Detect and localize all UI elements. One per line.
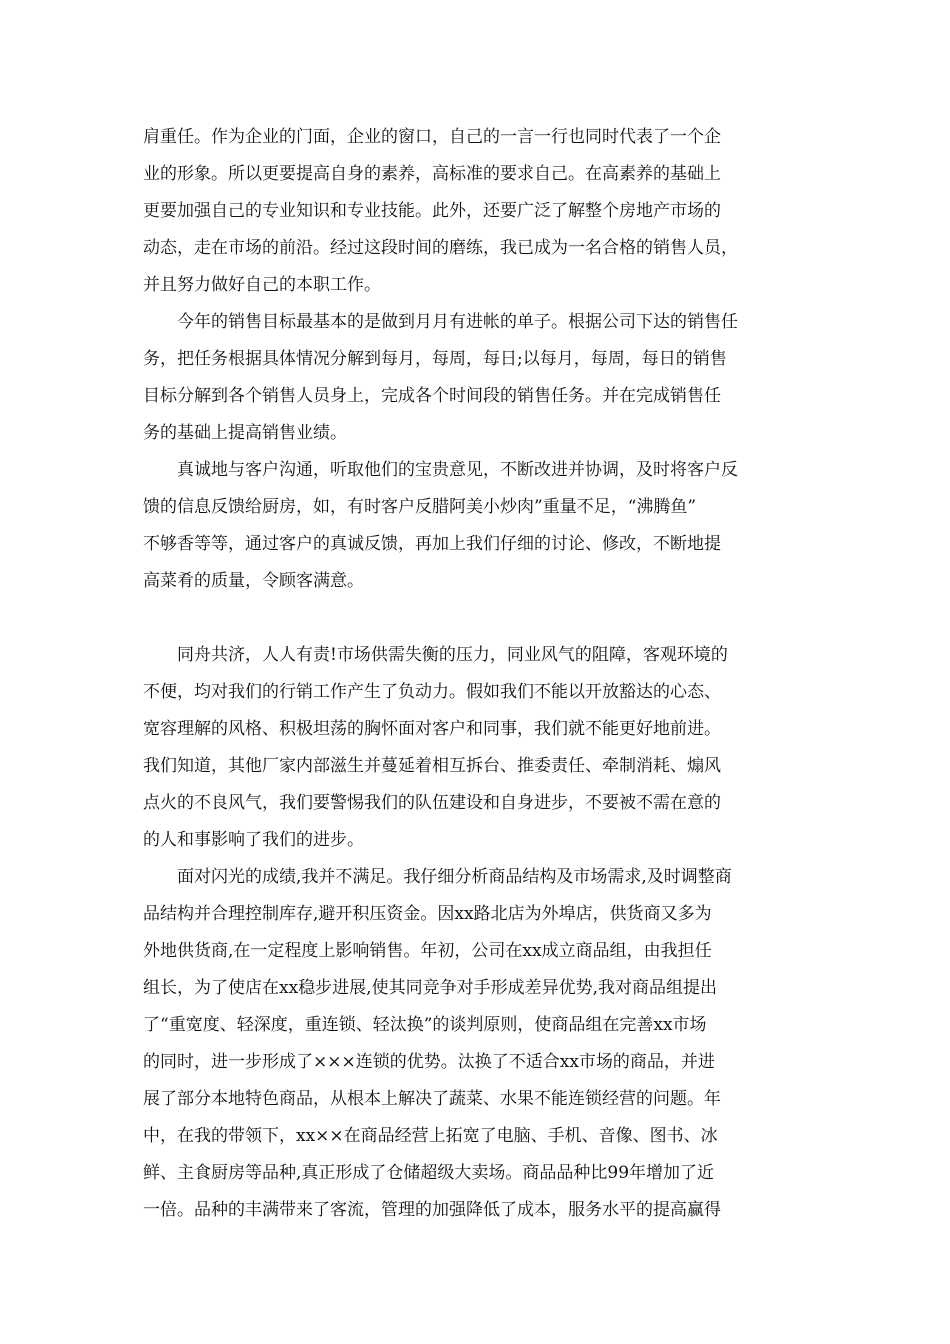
paragraph-5-line-7: 展了部分本地特色商品，从根本上解决了蔬菜、水果不能连锁经营的问题。年 [143,1089,721,1109]
paragraph-5-line-9: 鲜、主食厨房等品种,真正形成了仓储超级大卖场。商品品种比99年增加了近 [143,1163,715,1183]
paragraph-1-line-4: 动态，走在市场的前沿。经过这段时间的磨练，我已成为一名合格的销售人员， [143,238,738,258]
paragraph-4-line-1: 同舟共济，人人有责!市场供需失衡的压力，同业风气的阻障，客观环境的 [177,645,728,665]
paragraph-4-line-6: 的人和事影响了我们的进步。 [143,830,364,850]
paragraph-3-line-3: 不够香等等，通过客户的真诚反馈，再加上我们仔细的讨论、修改，不断地提 [143,534,721,554]
paragraph-3-line-2: 馈的信息反馈给厨房，如，有时客户反腊阿美小炒肉”重量不足，“沸腾鱼” [143,497,697,517]
paragraph-1-line-1: 肩重任。作为企业的门面，企业的窗口，自己的一言一行也同时代表了一个企 [143,127,721,147]
paragraph-5-line-8: 中，在我的带领下，xx××在商品经营上拓宽了电脑、手机、音像、图书、冰 [143,1126,718,1146]
paragraph-4-line-4: 我们知道，其他厂家内部滋生并蔓延着相互拆台、推委责任、牵制消耗、煽风 [143,756,721,776]
paragraph-1-line-5: 并且努力做好自己的本职工作。 [143,275,381,295]
paragraph-5-line-5: 了“重宽度、轻深度，重连锁、轻汰换”的谈判原则，使商品组在完善xx市场 [143,1015,707,1035]
paragraph-2-line-3: 目标分解到各个销售人员身上，完成各个时间段的销售任务。并在完成销售任 [143,386,721,406]
paragraph-4-line-2: 不便，均对我们的行销工作产生了负动力。假如我们不能以开放豁达的心态、 [143,682,721,702]
paragraph-1-line-2: 业的形象。所以更要提高自身的素养，高标准的要求自己。在高素养的基础上 [143,164,721,184]
paragraph-4-line-5: 点火的不良风气，我们要警惕我们的队伍建设和自身进步，不要被不需在意的 [143,793,721,813]
paragraph-5-line-3: 外地供货商,在一定程度上影响销售。年初，公司在xx成立商品组，由我担任 [143,941,712,961]
paragraph-2-line-4: 务的基础上提高销售业绩。 [143,423,347,443]
paragraph-1-line-3: 更要加强自己的专业知识和专业技能。此外，还要广泛了解整个房地产市场的 [143,201,721,221]
paragraph-4-line-3: 宽容理解的风格、积极坦荡的胸怀面对客户和同事，我们就不能更好地前进。 [143,719,721,739]
paragraph-5-line-10: 一倍。品种的丰满带来了客流，管理的加强降低了成本，服务水平的提高赢得 [143,1200,721,1220]
paragraph-5-line-4: 组长，为了使店在xx稳步进展,使其同竞争对手形成差异优势,我对商品组提出 [143,978,717,998]
paragraph-5-line-1: 面对闪光的成绩,我并不满足。我仔细分析商品结构及市场需求,及时调整商 [177,867,732,887]
paragraph-3-line-1: 真诚地与客户沟通，听取他们的宝贵意见，不断改进并协调，及时将客户反 [177,460,738,480]
paragraph-2-line-1: 今年的销售目标最基本的是做到月月有进帐的单子。根据公司下达的销售任 [177,312,738,332]
paragraph-5-line-6: 的同时，进一步形成了×××连锁的优势。汰换了不适合xx市场的商品，并进 [143,1052,715,1072]
paragraph-5-line-2: 品结构并合理控制库存,避开积压资金。因xx路北店为外埠店，供货商又多为 [143,904,712,924]
paragraph-2-line-2: 务，把任务根据具体情况分解到每月，每周，每日;以每月，每周，每日的销售 [143,349,727,369]
paragraph-3-line-4: 高菜肴的质量，令顾客满意。 [143,571,364,591]
